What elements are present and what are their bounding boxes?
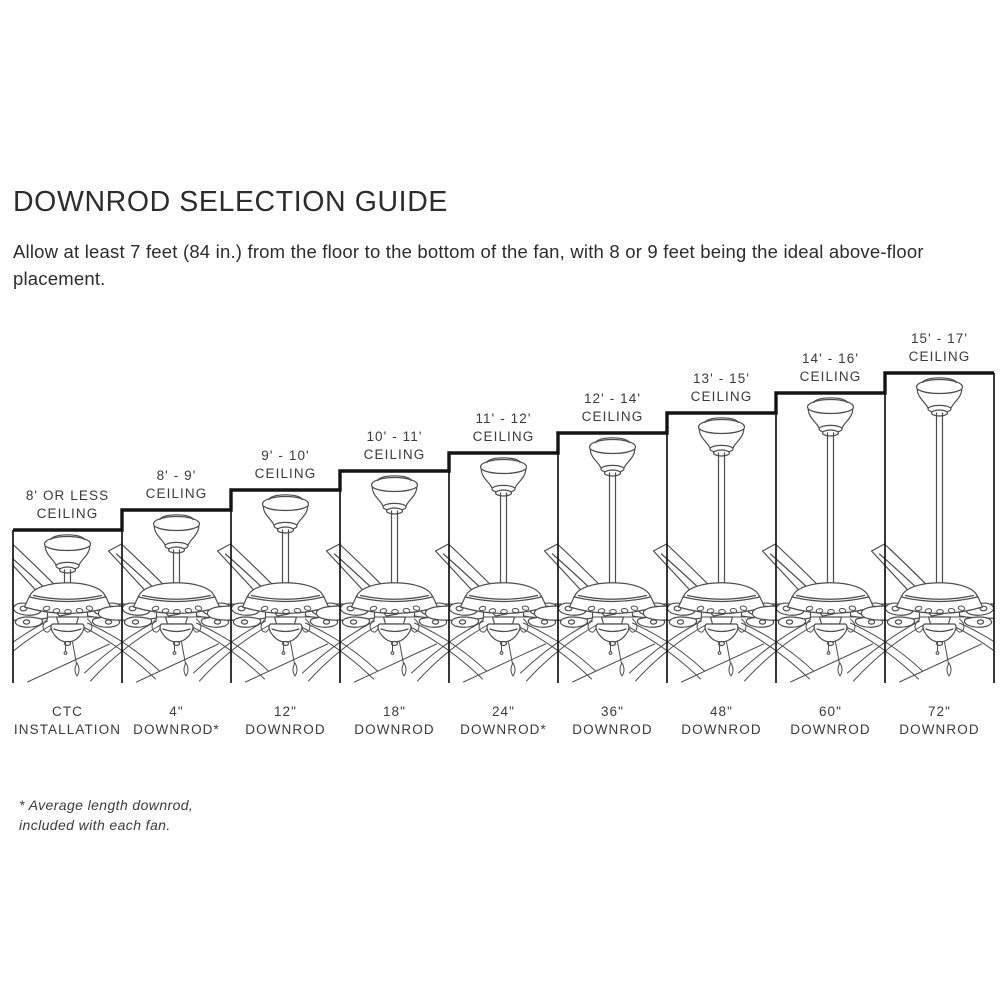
downrod-size-text: 24"	[491, 704, 516, 719]
ceiling-word-text: CEILING	[581, 408, 644, 424]
downrod-label	[558, 703, 667, 738]
downrod-label	[340, 703, 449, 738]
downrod-size-text: 4"	[169, 704, 184, 719]
ceiling-word-text: CEILING	[472, 428, 535, 444]
downrod-word-text: DOWNROD	[790, 721, 871, 737]
ceiling-word-text: CEILING	[908, 348, 971, 364]
downrod-label	[231, 703, 340, 738]
downrod-size-text: CTC	[51, 704, 84, 719]
downrod-size-text: 72"	[927, 704, 952, 719]
downrod-word-text: DOWNROD	[899, 721, 980, 737]
downrod-label	[449, 703, 558, 738]
downrod-label	[13, 703, 122, 738]
ceiling-word-text: CEILING	[254, 465, 317, 481]
ceiling-word-text: CEILING	[36, 505, 99, 521]
downrod-size-text: 48"	[709, 704, 734, 719]
fan-illustration	[85, 515, 269, 682]
downrod-word-text: DOWNROD	[572, 721, 653, 737]
ceiling-label	[558, 379, 667, 425]
downrod-word-text: INSTALLATION	[13, 721, 122, 737]
downrod-label	[885, 703, 994, 738]
ceiling-word-text: CEILING	[145, 485, 208, 501]
ceiling-range-text: 8' - 9'	[156, 468, 197, 483]
downrod-size-text: 12"	[273, 704, 298, 719]
ceiling-range-text: 12' - 14'	[583, 391, 642, 406]
ceiling-range-text: 11' - 12'	[475, 411, 532, 426]
downrod-word-text: DOWNROD	[354, 721, 435, 737]
fan-illustration	[630, 418, 814, 682]
ceiling-word-text: CEILING	[690, 388, 753, 404]
ceiling-range-text: 10' - 11'	[366, 429, 423, 444]
fan-illustration	[194, 495, 378, 682]
ceiling-label	[231, 436, 340, 482]
ceiling-label	[776, 339, 885, 385]
page-subtitle: Allow at least 7 feet (84 in.) from the floor to the bottom of the fan, with 8 or 9 feet being the ideal above-floor placement.	[13, 240, 924, 289]
footnote-line1: * Average length downrod,	[19, 797, 194, 813]
fan-illustration	[303, 476, 487, 682]
downrod-label	[776, 703, 885, 738]
ceiling-range-text: 9' - 10'	[261, 448, 310, 463]
ceiling-label	[340, 417, 449, 463]
downrod-label	[667, 703, 776, 738]
downrod-size-text: 18"	[382, 704, 407, 719]
page-title: DOWNROD SELECTION GUIDE	[13, 186, 448, 219]
downrod-word-text: DOWNROD	[681, 721, 762, 737]
ceiling-range-text: 15' - 17'	[910, 331, 969, 346]
downrod-size-text: 60"	[818, 704, 843, 719]
footnote	[19, 795, 193, 835]
fan-illustration	[739, 398, 923, 682]
ceiling-range-text: 13' - 15'	[692, 371, 751, 386]
downrod-word-text: DOWNROD*	[133, 721, 220, 737]
ceiling-range-text: 14' - 16'	[801, 351, 860, 366]
downrod-word-text: DOWNROD	[245, 721, 326, 737]
downrod-label	[122, 703, 231, 738]
footnote-line2: included with each fan.	[19, 817, 171, 833]
downrod-size-text: 36"	[600, 704, 625, 719]
downrod-word-text: DOWNROD*	[460, 721, 547, 737]
ceiling-word-text: CEILING	[799, 368, 862, 384]
ceiling-label	[13, 476, 122, 522]
ceiling-label	[122, 456, 231, 502]
ceiling-word-text: CEILING	[363, 446, 426, 462]
ceiling-label	[885, 319, 994, 365]
ceiling-label	[449, 399, 558, 445]
ceiling-range-text: 8' OR LESS	[25, 488, 110, 503]
ceiling-label	[667, 359, 776, 405]
fan-illustration	[848, 378, 1000, 682]
